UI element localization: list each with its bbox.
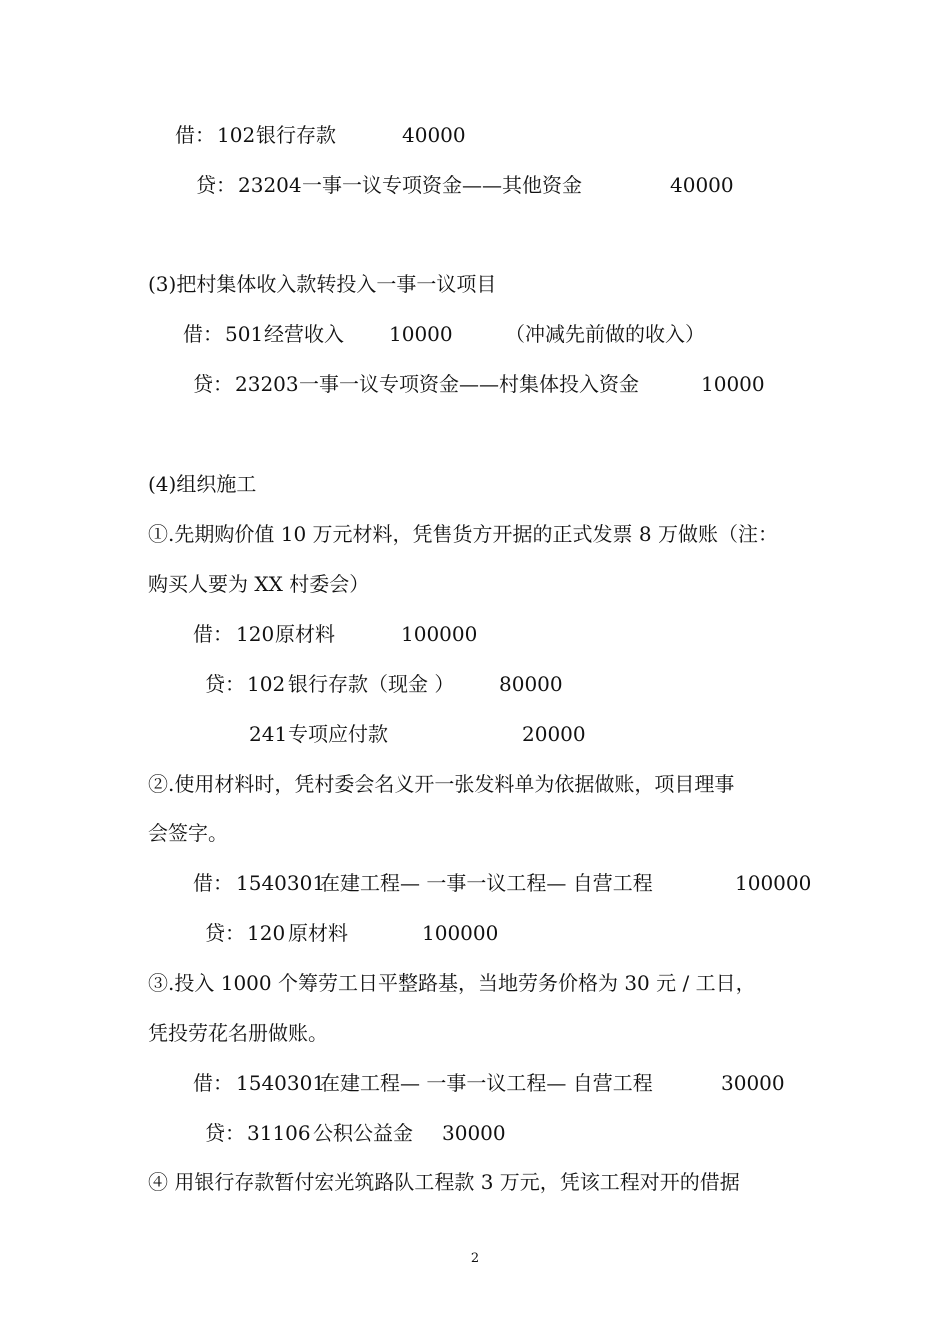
debit-prefix: 借： xyxy=(175,123,215,147)
account-name: 原材料 xyxy=(275,622,335,646)
account-name: 银行存款 xyxy=(256,123,336,147)
account-code: 1540301 xyxy=(236,871,326,895)
debit-prefix: 借： xyxy=(183,322,223,346)
amount: 40000 xyxy=(670,173,734,197)
credit-prefix: 贷： xyxy=(205,921,245,945)
account-code: 120 xyxy=(247,921,286,945)
account-code: 23204 xyxy=(238,173,302,197)
credit-prefix: 贷： xyxy=(205,672,245,696)
amount: 100000 xyxy=(422,921,499,945)
account-name: 原材料 xyxy=(288,921,348,945)
heading-text: (3)把村集体收入款转投入一事一议项目 xyxy=(148,272,497,296)
page-number: 2 xyxy=(470,1251,480,1266)
paragraph-text: ①.先期购价值 10 万元材料，凭售货方开据的正式发票 8 万做账（注： xyxy=(148,522,778,546)
amount: 10000 xyxy=(389,322,453,346)
debit-prefix: 借： xyxy=(193,871,233,895)
account-code: 501 xyxy=(225,322,264,346)
account-name: 专项应付款 xyxy=(288,722,388,746)
paragraph-text: 会签字。 xyxy=(148,821,228,845)
paragraph-text: ③.投入 1000 个筹劳工日平整路基，当地劳务价格为 30 元 / 工日， xyxy=(148,971,756,995)
heading-text: (4)组织施工 xyxy=(148,472,257,496)
amount: 100000 xyxy=(401,622,478,646)
debit-prefix: 借： xyxy=(193,622,233,646)
paragraph-text: 凭投劳花名册做账。 xyxy=(148,1021,328,1045)
credit-prefix: 贷： xyxy=(193,372,233,396)
paragraph-text: 购买人要为 XX 村委会） xyxy=(148,572,370,596)
paragraph-text: ④ 用银行存款暂付宏光筑路队工程款 3 万元，凭该工程对开的借据 xyxy=(148,1170,740,1194)
account-code: 102 xyxy=(247,672,286,696)
account-code: 31106 xyxy=(247,1121,311,1145)
amount: 10000 xyxy=(701,372,765,396)
note: （冲减先前做的收入） xyxy=(505,322,705,346)
paragraph-text: ②.使用材料时，凭村委会名义开一张发料单为依据做账，项目理事 xyxy=(148,772,735,796)
account-name: 经营收入 xyxy=(264,322,344,346)
account-name: 一事一议专项资金——村集体投入资金 xyxy=(299,372,639,396)
account-code: 1540301 xyxy=(236,1071,326,1095)
credit-prefix: 贷： xyxy=(205,1121,245,1145)
amount: 20000 xyxy=(522,722,586,746)
account-name: 在建工程— 一事一议工程— 自营工程 xyxy=(320,871,653,895)
amount: 40000 xyxy=(402,123,466,147)
amount: 80000 xyxy=(499,672,563,696)
debit-prefix: 借： xyxy=(193,1071,233,1095)
amount: 30000 xyxy=(721,1071,785,1095)
account-code: 120 xyxy=(236,622,275,646)
account-code: 23203 xyxy=(235,372,299,396)
credit-prefix: 贷： xyxy=(196,173,236,197)
account-name: 在建工程— 一事一议工程— 自营工程 xyxy=(320,1071,653,1095)
amount: 100000 xyxy=(735,871,812,895)
account-name: 银行存款（现金 ） xyxy=(288,672,455,696)
account-name: 一事一议专项资金——其他资金 xyxy=(302,173,582,197)
account-name: 公积公益金 xyxy=(313,1121,413,1145)
account-code: 102 xyxy=(217,123,256,147)
amount: 30000 xyxy=(442,1121,506,1145)
account-code: 241 xyxy=(249,722,288,746)
